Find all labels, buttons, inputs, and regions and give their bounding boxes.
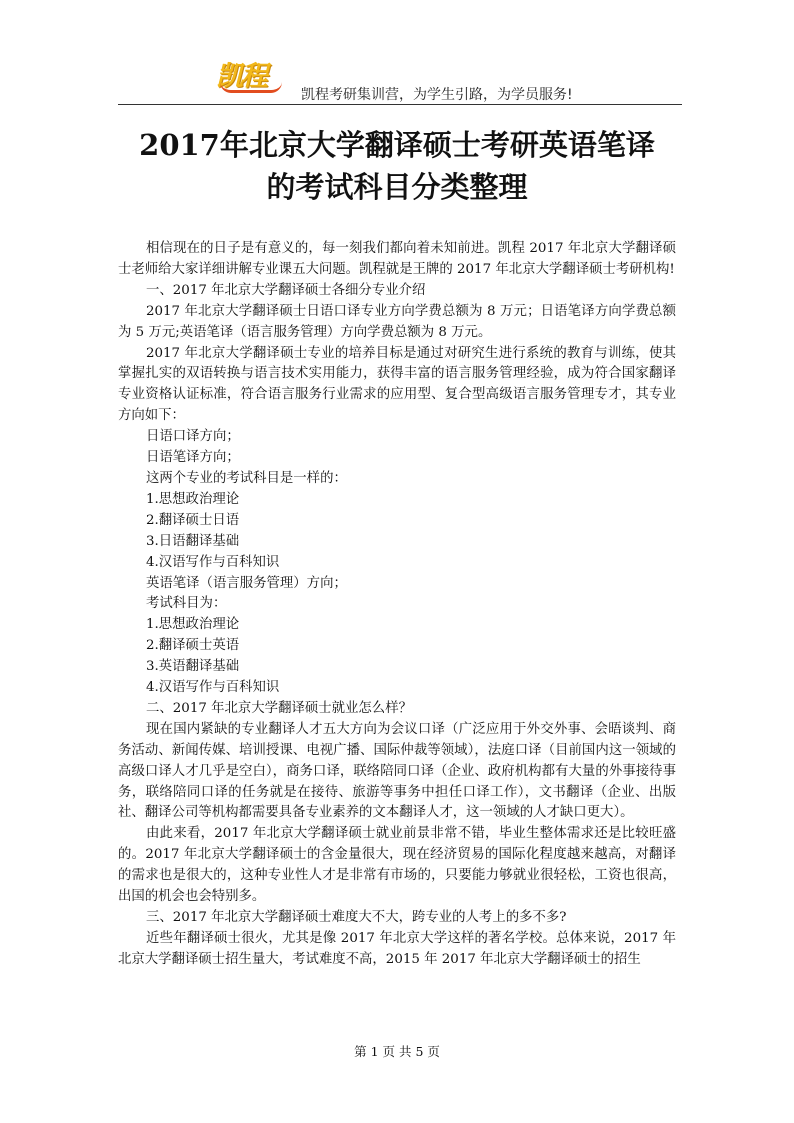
title-line-1: 2017年北京大学翻译硕士考研英语笔译 (139, 128, 655, 162)
header-divider (118, 104, 682, 105)
list-item: 日语口译方向； (146, 429, 240, 445)
list-item: 4.汉语写作与百科知识 (146, 554, 280, 570)
list-item: 日语笔译方向； (146, 450, 240, 466)
section-heading-3: 三、2017 年北京大学翻译硕士难度大不大，跨专业的人考上的多不多? (146, 910, 567, 925)
paragraph: 现在国内紧缺的专业翻译人才五大方向为会议口译（广泛应用于外交外事、会晤谈判、商务活动、新闻传媒、培训授课、电视广播、国际仲裁等领域），法庭口译（目前国内这一领域的高级口译人才几乎是空白），商务口译，联络陪同口译（企业、政府机构都有大量的外事接待事务，联络陪同口译的任务就是在接待、旅游等事务中担任口译工作），文书翻译（企业、出版社、翻译公司等机构都需要具备专业素养的文本翻译人才，这一领域的人才缺口更大）。 (118, 721, 676, 821)
list-item: 2.翻译硕士英语 (146, 638, 240, 654)
paragraph: 这两个专业的考试科目是一样的： (146, 470, 347, 486)
list-item: 3.日语翻译基础 (146, 533, 240, 549)
logo-swoosh-icon (220, 82, 282, 93)
page-header (118, 52, 682, 104)
list-item: 英语笔译（语言服务管理）方向； (146, 575, 347, 591)
list-item: 4.汉语写作与百科知识 (146, 680, 280, 696)
document-body (118, 239, 676, 971)
title-line-2: 的考试科目分类整理 (266, 170, 528, 204)
paragraph: 2017 年北京大学翻译硕士专业的培养目标是通过对研究生进行系统的教育与训练，使其掌握扎实的双语转换与语言技术实用能力，获得丰富的语言服务管理经验，成为符合国家翻译专业资格认证标准，符合语言服务行业需求的应用型、复合型高级语言服务管理专才，其专业方向如下： (118, 345, 676, 424)
logo-text: 凯程 (216, 61, 266, 92)
kaicheng-logo (216, 52, 288, 96)
list-item: 3.英语翻译基础 (146, 659, 240, 675)
page-number: 第 1 页 共 5 页 (354, 1044, 440, 1059)
document-title (100, 124, 694, 208)
section-heading-1: 一、2017 年北京大学翻译硕士各细分专业介绍 (146, 282, 426, 298)
list-item: 2.翻译硕士日语 (146, 512, 240, 528)
section-heading-2: 二、2017 年北京大学翻译硕士就业怎么样？ (146, 700, 412, 716)
paragraph-intro: 相信现在的日子是有意义的，每一刻我们都向着未知前进。凯程 2017 年北京大学翻译硕士老师给大家详细讲解专业课五大问题。凯程就是王牌的 2017 年北京大学翻译硕士考研机构! (118, 241, 676, 277)
list-item: 1.思想政治理论 (146, 617, 240, 633)
paragraph: 考试科目为： (146, 596, 227, 612)
paragraph: 由此来看，2017 年北京大学翻译硕士就业前景非常不错，毕业生整体需求还是比较旺盛的。2017 年北京大学翻译硕士的含金量很大，现在经济贸易的国际化程度越来越高，对翻译的需求也是很大的，这种专业性人才是非常有市场的，只要能力够就业很轻松，工资也很高，出国的机会也会特别多。 (118, 826, 676, 905)
header-tagline: 凯程考研集训营，为学生引路，为学员服务! (301, 87, 573, 103)
paragraph: 2017 年北京大学翻译硕士日语口译专业方向学费总额为 8 万元；日语笔译方向学费总额为 5 万元;英语笔译（语言服务管理）方向学费总额为 8 万元。 (118, 303, 676, 340)
list-item: 1.思想政治理论 (146, 491, 240, 507)
paragraph: 近些年翻译硕士很火，尤其是像 2017 年北京大学这样的著名学校。总体来说，2017 年北京大学翻译硕士招生量大，考试难度不高，2015 年 2017 年北京大学翻译硕士的招生 (118, 930, 676, 967)
